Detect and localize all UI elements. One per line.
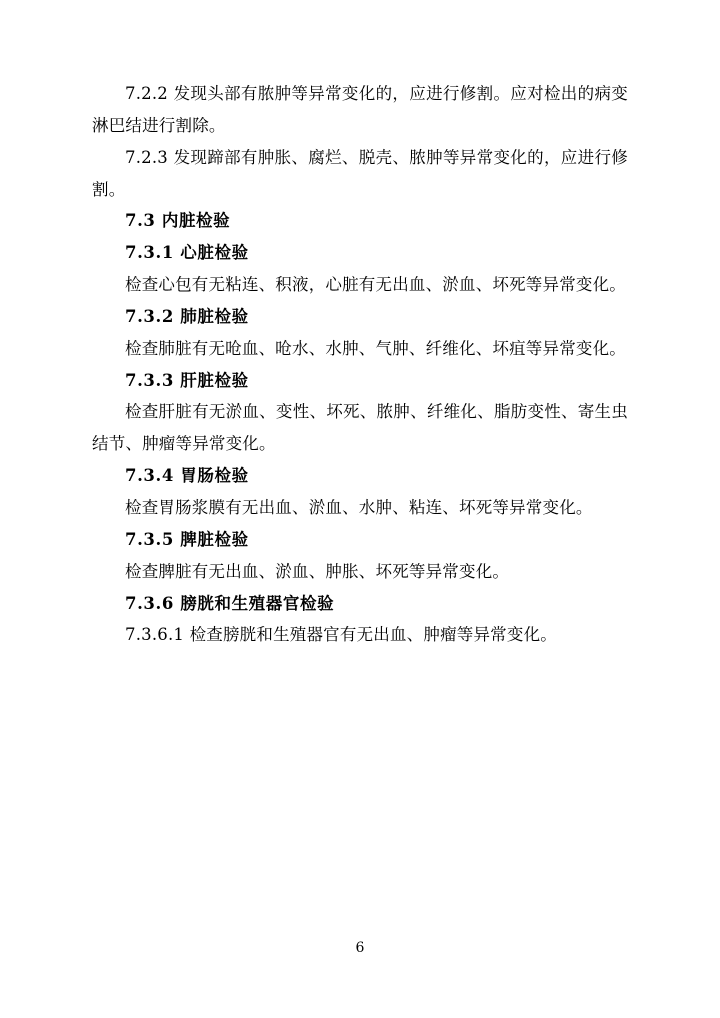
paragraph-7-3-5: 检查脾脏有无出血、淤血、肿胀、坏死等异常变化。: [125, 561, 510, 581]
heading-7-3-4: 7.3.4 胃肠检验: [125, 466, 249, 486]
heading-7-3-5: 7.3.5 脾脏检验: [125, 529, 249, 549]
heading-7-3-1: 7.3.1 心脏检验: [125, 243, 249, 263]
paragraph-7-3-4: 检查胃肠浆膜有无出血、淤血、水肿、粘连、坏死等异常变化。: [125, 497, 593, 517]
heading-7-3: 7.3 内脏检验: [125, 211, 231, 231]
heading-7-3-3: 7.3.3 肝脏检验: [125, 370, 249, 390]
page-number: 6: [355, 940, 365, 956]
paragraph-7-2-2: 7.2.2 发现头部有脓肿等异常变化的，应进行修割。应对检出的病变淋巴结进行割除。: [92, 84, 628, 135]
paragraph-7-3-1: 检查心包有无粘连、积液，心脏有无出血、淤血、坏死等异常变化。: [125, 275, 626, 295]
heading-7-3-2: 7.3.2 肺脏检验: [125, 306, 249, 326]
paragraph-7-3-2: 检查肺脏有无呛血、呛水、水肿、气肿、纤维化、坏疽等异常变化。: [125, 338, 626, 358]
document-body: [92, 78, 628, 978]
heading-7-3-6: 7.3.6 膀胱和生殖器官检验: [125, 593, 335, 613]
paragraph-7-3-3: 检查肝脏有无淤血、变性、坏死、脓肿、纤维化、脂肪变性、寄生虫结节、肿瘤等异常变化。: [92, 402, 628, 454]
paragraph-7-2-3: 7.2.3 发现蹄部有肿胀、腐烂、脱壳、脓肿等异常变化的，应进行修割。: [92, 147, 628, 199]
paragraph-7-3-6-1: 7.3.6.1 检查膀胱和生殖器官有无出血、肿瘤等异常变化。: [125, 625, 557, 645]
